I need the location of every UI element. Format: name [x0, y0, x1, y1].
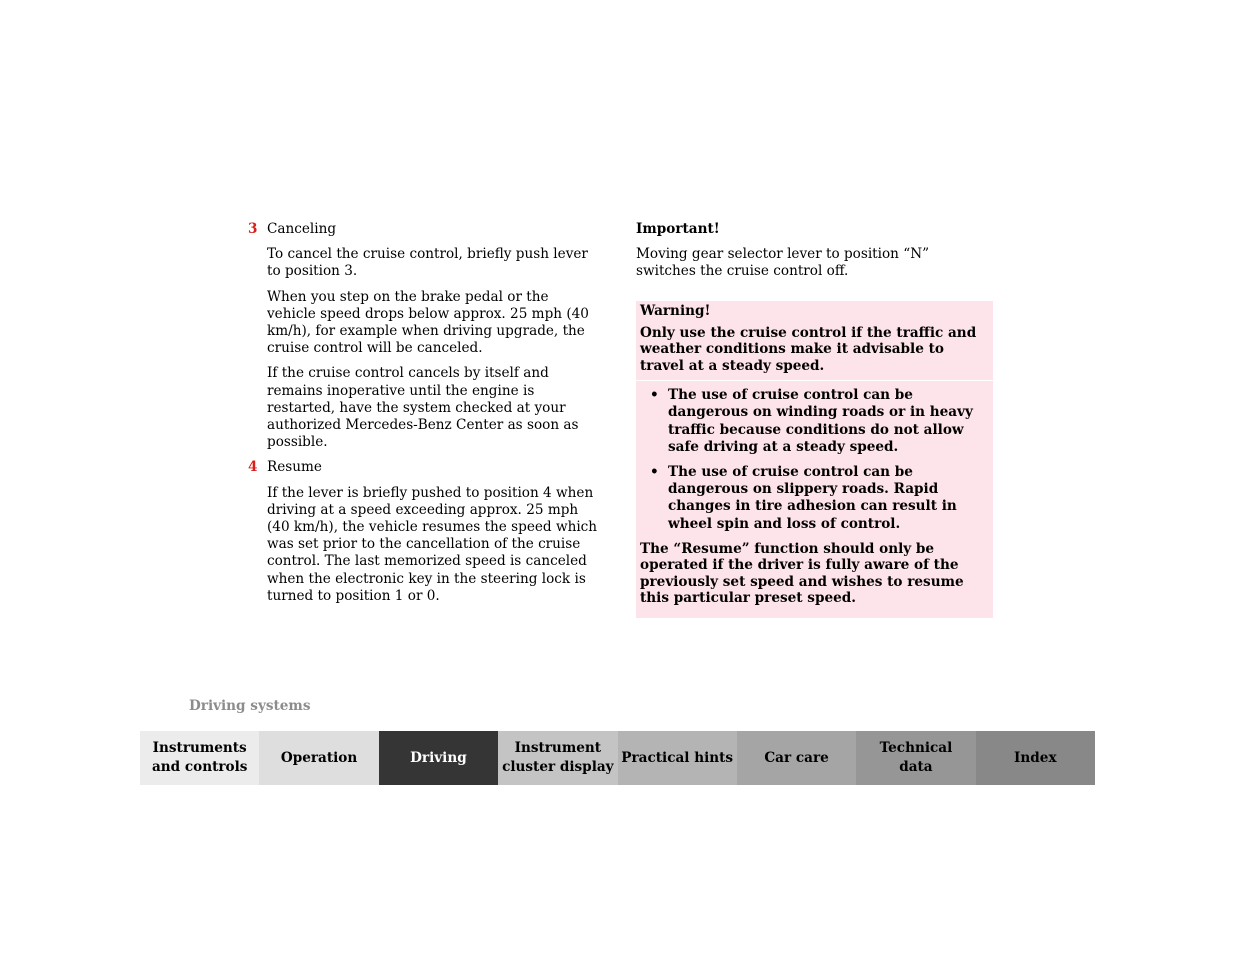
- paragraph: If the cruise control cancels by itself and remains inoperative until the engine is restarted, have the system checked at your authorized Mercedes-Benz Center as soon as possible.: [267, 365, 579, 451]
- warning-bullet-item: [640, 464, 989, 533]
- item-number: 3: [248, 221, 258, 237]
- item-title: Canceling: [267, 221, 337, 237]
- item-resume: [248, 459, 600, 605]
- warning-bullet-item: [640, 387, 989, 456]
- item-title: Resume: [267, 459, 322, 476]
- paragraph: When you step on the brake pedal or the vehicle speed drops below approx. 25 mph (40 km/h), for example when driving upgrade, the cruise control will be canceled.: [267, 288, 589, 357]
- nav-tab-technical-data[interactable]: [856, 731, 975, 785]
- nav-tab-label: Car care: [764, 749, 829, 766]
- nav-tab-label: Practical hints: [621, 749, 734, 766]
- important-heading: Important!: [636, 221, 720, 237]
- item-heading: [248, 221, 600, 238]
- nav-tab-car-care[interactable]: [737, 731, 856, 785]
- warning-list: [640, 387, 989, 533]
- nav-tab-driving[interactable]: [379, 731, 498, 785]
- nav-tab-instrument-cluster-display[interactable]: [498, 731, 617, 785]
- bullet-icon: •: [650, 464, 659, 481]
- item-body: [267, 485, 600, 605]
- item-canceling: [248, 221, 600, 451]
- left-column: [248, 221, 600, 613]
- nav-tab-label: Technical data: [879, 740, 953, 775]
- nav-tab-operation[interactable]: [259, 731, 378, 785]
- chapter-navigation: [140, 731, 1095, 785]
- nav-tab-instruments-and-controls[interactable]: [140, 731, 259, 785]
- paragraph: If the lever is briefly pushed to position 4 when driving at a speed exceeding approx. 25 mph (40 km/h), the vehicle resumes the speed which was set prior to the cancellation of the cruise control. The last memorized speed is canceled when the electronic key in the steering lock is turned to position 1 or 0.: [267, 484, 598, 604]
- paragraph: To cancel the cruise control, briefly push lever to position 3.: [267, 246, 588, 280]
- nav-tab-label: Instruments and controls: [151, 740, 248, 775]
- important-text: Moving gear selector lever to position “N” switches the cruise control off.: [636, 246, 930, 280]
- nav-tab-label: Driving: [410, 749, 467, 766]
- nav-tab-label: Index: [1014, 749, 1057, 766]
- item-body: [267, 246, 600, 451]
- warning-intro: Only use the cruise control if the traffic and weather conditions make it advisable to travel at a steady speed.: [640, 325, 977, 374]
- item-number: 4: [248, 459, 258, 476]
- nav-tab-label: Operation: [280, 749, 358, 766]
- warning-heading: Warning!: [640, 302, 711, 319]
- nav-tab-practical-hints[interactable]: [618, 731, 737, 785]
- bullet-icon: •: [650, 387, 659, 404]
- nav-tab-index[interactable]: [976, 731, 1095, 785]
- section-label: Driving systems: [189, 698, 311, 714]
- item-heading: [248, 459, 600, 476]
- warning-box: [636, 301, 993, 619]
- right-column: [636, 221, 993, 618]
- warning-bullet-text: The use of cruise control can be dangerous on slippery roads. Rapid changes in tire adhesion can result in wheel spin and loss of control.: [668, 464, 957, 532]
- warning-divider: [636, 380, 993, 381]
- warning-bullet-text: The use of cruise control can be dangerous on winding roads or in heavy traffic because conditions do not allow safe driving at a steady speed.: [668, 387, 973, 455]
- warning-closing: The “Resume” function should only be operated if the driver is fully aware of the previously set speed and wishes to resume this particular preset speed.: [640, 540, 964, 607]
- nav-tab-label: Instrument cluster display: [502, 740, 614, 775]
